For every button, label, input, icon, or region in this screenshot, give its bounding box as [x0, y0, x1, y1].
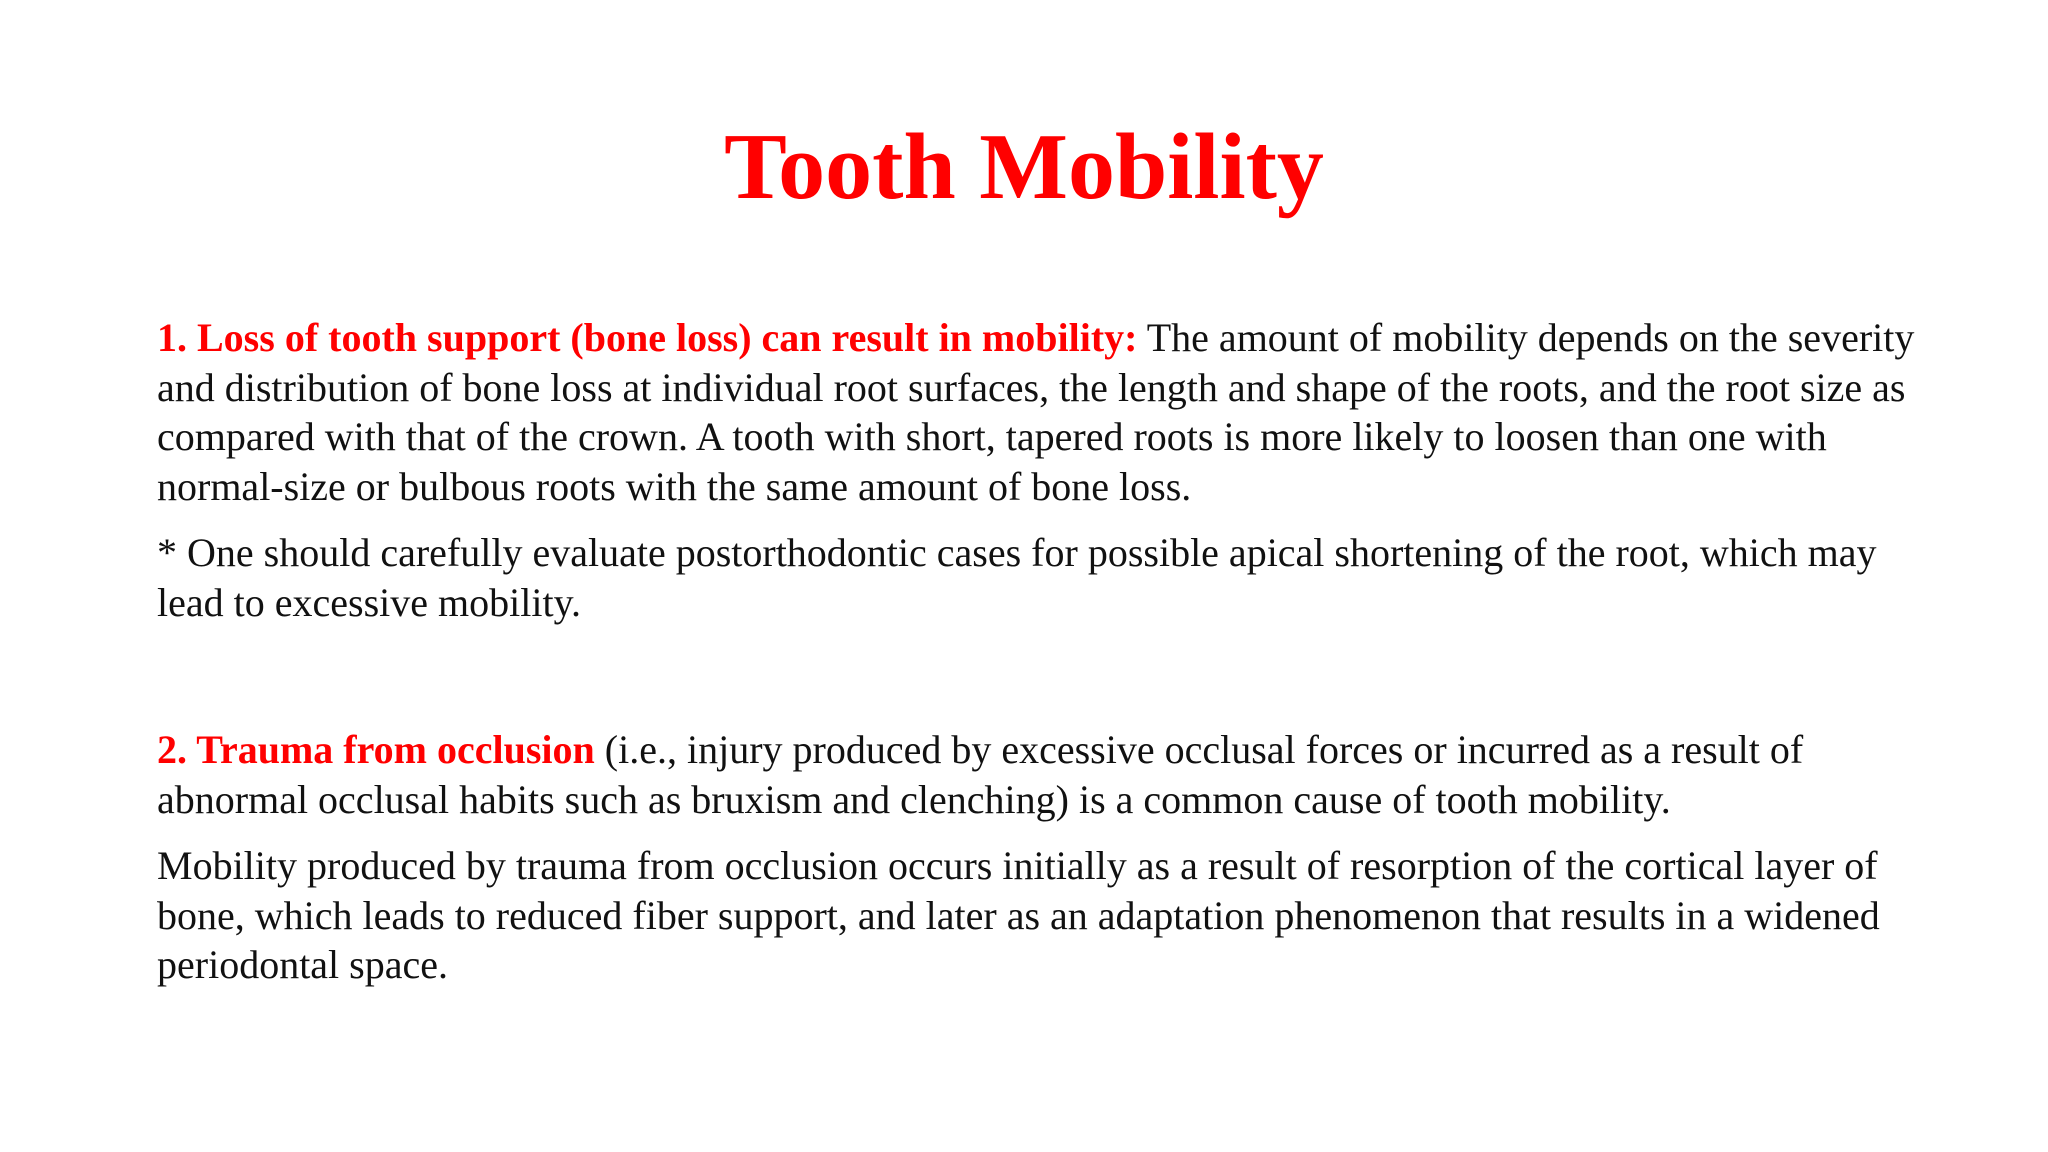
slide-content	[157, 313, 1917, 990]
section-2-note: Mobility produced by trauma from occlusion occurs initially as a result of resorption of the cortical layer of bone, which leads to reduced fiber support, and later as an adaptation phenomenon that results in a widened periodontal space.	[157, 843, 1880, 987]
section-1-heading: 1. Loss of tooth support (bone loss) can result in mobility:	[157, 315, 1138, 360]
section-2-paragraph	[157, 725, 1917, 824]
section-2-body: (i.e., injury produced by excessive occlusal forces or incurred as a result of abnormal occlusal habits such as bruxism and clenching) is a common cause of tooth mobility.	[157, 727, 1804, 822]
section-1-note: * One should carefully evaluate postorthodontic cases for possible apical shortening of the root, which may lead to excessive mobility.	[157, 530, 1877, 625]
slide-title: Tooth Mobility	[724, 115, 1324, 219]
section-1-body: The amount of mobility depends on the severity and distribution of bone loss at individual root surfaces, the length and shape of the roots, and the root size as compared with that of the crown. A tooth with short, tapered roots is more likely to loosen than one with normal-size or bulbous roots with the same amount of bone loss.	[157, 315, 1915, 509]
section-1-paragraph	[157, 313, 1917, 511]
section-2-heading: 2. Trauma from occlusion	[157, 727, 595, 772]
